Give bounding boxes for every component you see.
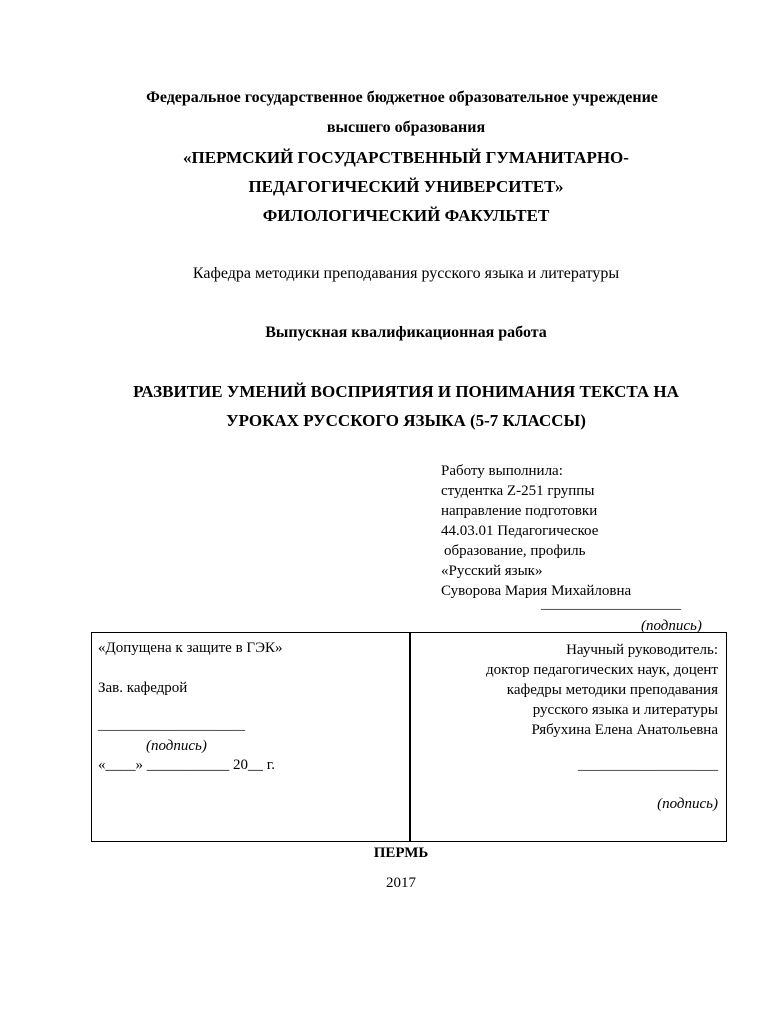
organization-line-1: Федеральное государственное бюджетное образовательное учреждение: [146, 89, 658, 106]
author-signature-line: ____________________: [541, 597, 681, 612]
supervisor-line: доктор педагогических наук, доцент: [486, 662, 718, 678]
supervisor-info: [486, 640, 718, 740]
supervisor-line: Научный руководитель:: [566, 642, 718, 658]
city: ПЕРМЬ: [373, 845, 429, 861]
author-line: образование, профиль: [444, 543, 586, 559]
head-signature-line: _____________________: [98, 718, 245, 733]
thesis-title-line-2: УРОКАХ РУССКОГО ЯЗЫКА (5-7 КЛАССЫ): [226, 411, 586, 430]
head-signature-label: (подпись): [146, 738, 207, 754]
university-name-line-1: «ПЕРМСКИЙ ГОСУДАРСТВЕННЫЙ ГУМАНИТАРНО-: [183, 148, 629, 167]
author-line: 44.03.01 Педагогическое: [441, 523, 599, 539]
author-line: направление подготовки: [441, 503, 598, 519]
approval-table: [91, 632, 727, 842]
author-info: [441, 461, 631, 601]
supervisor-line: русского языка и литературы: [532, 702, 718, 718]
author-line: «Русский язык»: [441, 563, 543, 579]
work-type: Выпускная квалификационная работа: [265, 324, 547, 341]
department-name: Кафедра методики преподавания русского языка и литературы: [192, 265, 620, 282]
department-head-label: Зав. кафедрой: [98, 680, 188, 696]
author-line: Работу выполнила:: [441, 463, 563, 479]
author-line: Суворова Мария Михайловна: [441, 583, 632, 599]
table-divider: [409, 633, 411, 841]
admission-date: «____» ___________ 20__ г.: [98, 757, 275, 773]
faculty-name: ФИЛОЛОГИЧЕСКИЙ ФАКУЛЬТЕТ: [262, 206, 550, 225]
author-line: студентка Z-251 группы: [441, 483, 595, 499]
supervisor-signature-label: (подпись): [657, 796, 718, 812]
thesis-title-line-1: РАЗВИТИЕ УМЕНИЙ ВОСПРИЯТИЯ И ПОНИМАНИЯ ТЕКСТА НА: [133, 382, 679, 401]
year: 2017: [386, 875, 416, 891]
supervisor-signature-line: ____________________: [578, 758, 718, 773]
supervisor-line: Рябухина Елена Анатольевна: [531, 722, 718, 738]
author-signature-label: (подпись): [641, 618, 702, 634]
organization-line-2: высшего образования: [326, 119, 486, 136]
university-name-line-2: ПЕДАГОГИЧЕСКИЙ УНИВЕРСИТЕТ»: [248, 177, 564, 196]
admission-text: «Допущена к защите в ГЭК»: [98, 640, 283, 656]
supervisor-line: кафедры методики преподавания: [506, 682, 718, 698]
